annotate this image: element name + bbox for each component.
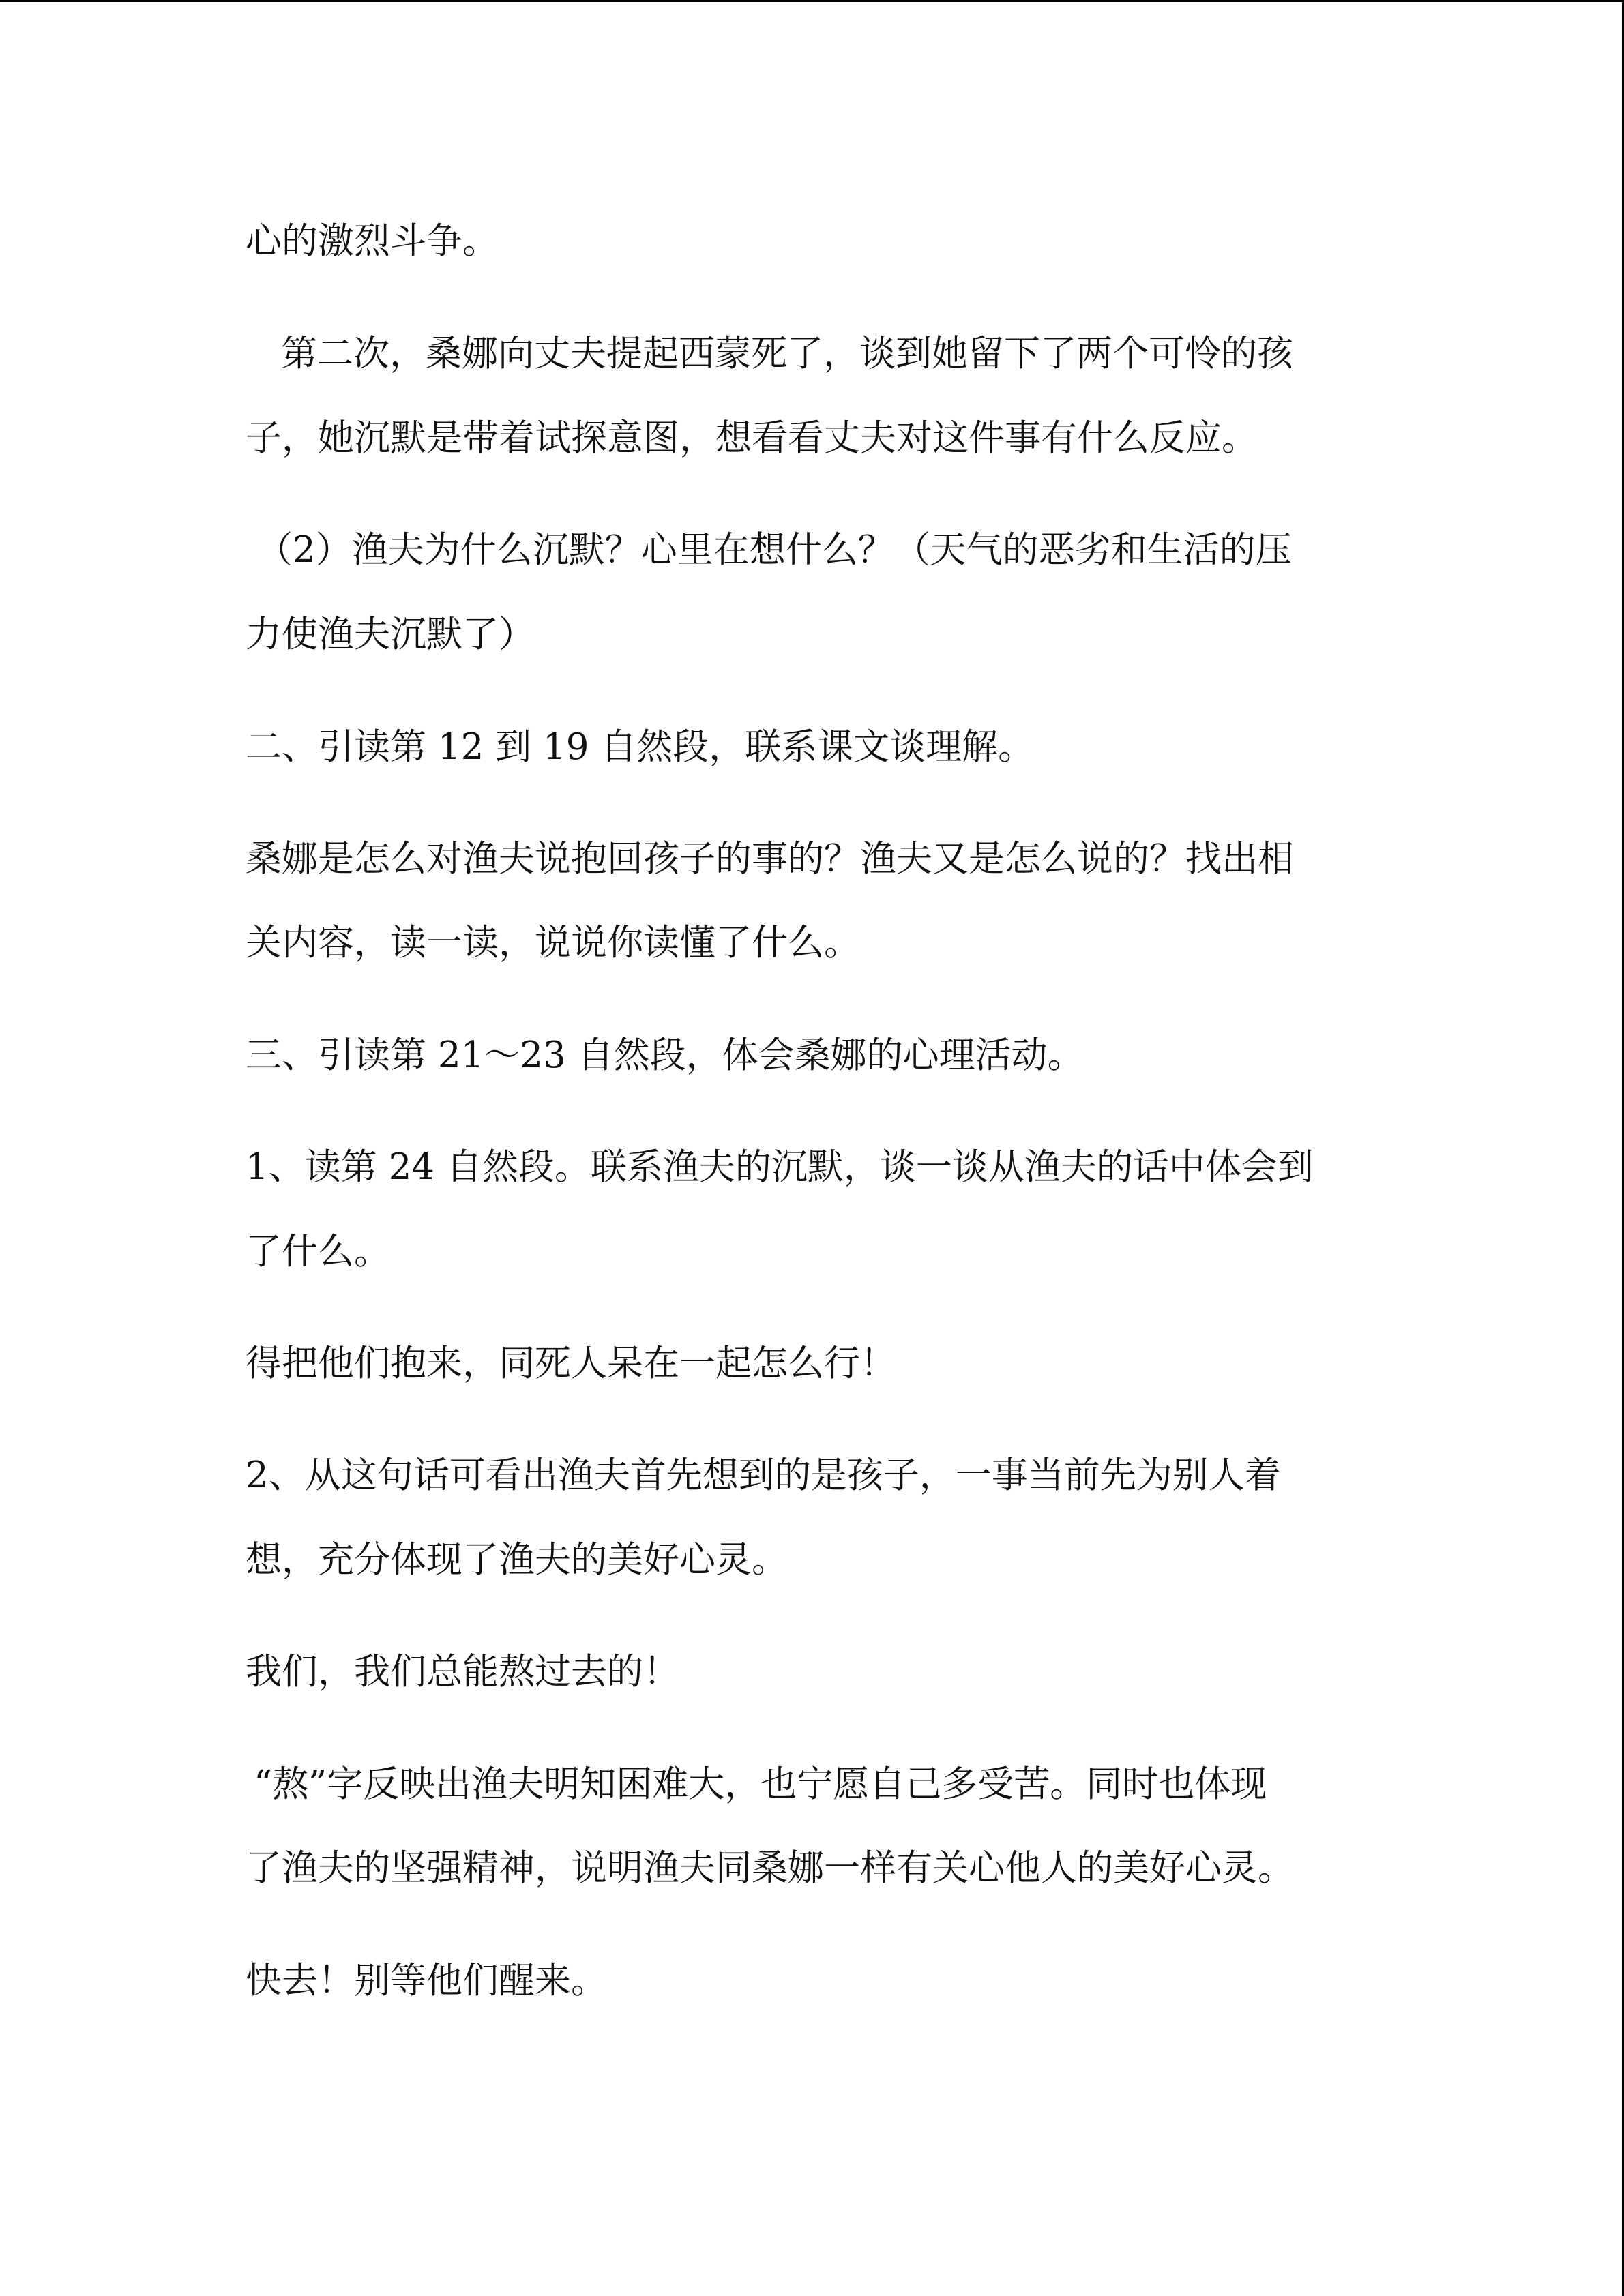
text-line: “熬”字反映出渔夫明知困难大，也宁愿自己多受苦。同时也体现 bbox=[254, 1763, 1267, 1805]
text-line: 桑娜是怎么对渔夫说抱回孩子的事的？渔夫又是怎么说的？找出相 bbox=[246, 838, 1294, 880]
text-line: 了什么。 bbox=[246, 1231, 390, 1272]
text-line: 子，她沉默是带着试探意图，想看看丈夫对这件事有什么反应。 bbox=[246, 417, 1258, 459]
text-line: 力使渔夫沉默了） bbox=[246, 614, 535, 655]
text-line: 了渔夫的坚强精神，说明渔夫同桑娜一样有关心他人的美好心灵。 bbox=[246, 1847, 1294, 1889]
text-line: （2）渔夫为什么沉默？心里在想什么？（天气的恶劣和生活的压 bbox=[256, 529, 1292, 571]
text-line: 第二次，桑娜向丈夫提起西蒙死了，谈到她留下了两个可怜的孩 bbox=[281, 333, 1293, 374]
text-line: 得把他们抱来，同死人呆在一起怎么行！ bbox=[246, 1343, 896, 1384]
text-line: 想，充分体现了渔夫的美好心灵。 bbox=[246, 1539, 788, 1581]
text-line: 二、引读第 12 到 19 自然段，联系课文谈理解。 bbox=[246, 726, 1035, 768]
text-line: 快去！别等他们醒来。 bbox=[246, 1960, 607, 2001]
text-line: 心的激烈斗争。 bbox=[246, 220, 499, 262]
text-line: 我们，我们总能熬过去的！ bbox=[246, 1651, 679, 1693]
text-line: 2、从这句话可看出渔夫首先想到的是孩子，一事当前先为别人着 bbox=[246, 1455, 1281, 1496]
text-line: 关内容，读一读，说说你读懂了什么。 bbox=[246, 922, 860, 964]
text-line: 三、引读第 21～23 自然段，体会桑娜的心理活动。 bbox=[246, 1034, 1084, 1076]
text-line: 1、读第 24 自然段。联系渔夫的沉默，谈一谈从渔夫的话中体会到 bbox=[246, 1146, 1314, 1188]
